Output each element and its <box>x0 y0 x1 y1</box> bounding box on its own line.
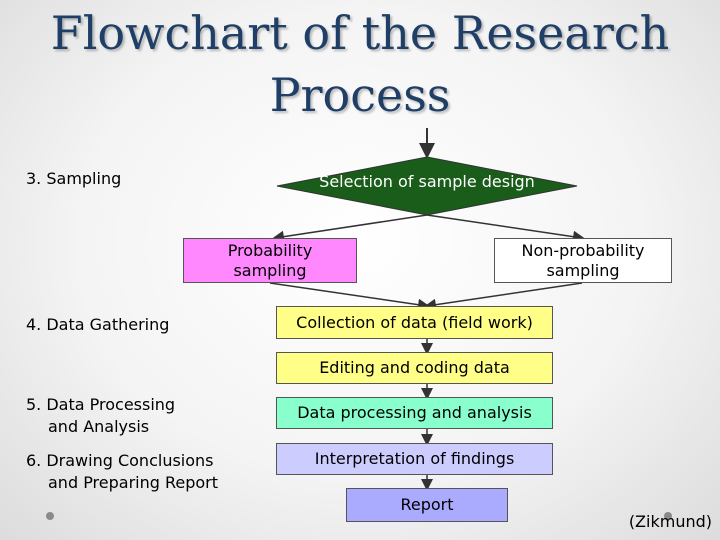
decorative-dot <box>46 512 54 520</box>
arrow-to-probability <box>275 215 427 238</box>
probability-sampling-box <box>183 238 357 283</box>
interpretation-box: Interpretation of findings <box>276 443 553 475</box>
step-sampling: 3. Sampling <box>26 169 122 188</box>
collection-box: Collection of data (field work) <box>276 306 553 339</box>
nonprob-line-1: Non-probability <box>521 240 645 260</box>
step-conclusions-line-1: 6. Drawing Conclusions <box>26 451 214 470</box>
sample-design-label: Selection of sample design <box>319 172 535 191</box>
step-data-processing-line-2: and Analysis <box>48 417 150 436</box>
processing-box: Data processing and analysis <box>276 397 553 429</box>
step-conclusions-line-2: and Preparing Report <box>48 473 219 492</box>
non-probability-sampling-box <box>494 238 672 283</box>
arrow-prob-to-collection <box>270 283 427 306</box>
nonprob-line-2: sampling <box>546 260 620 280</box>
arrow-to-nonprobability <box>427 215 582 238</box>
credit-label: (Zikmund) <box>628 512 712 531</box>
arrow-nonprob-to-collection <box>427 283 582 306</box>
report-box: Report <box>346 488 508 522</box>
page-title-line-1: Flowchart of the Research <box>50 6 670 60</box>
probability-line-1: Probability <box>227 240 313 260</box>
step-data-gathering: 4. Data Gathering <box>26 315 170 334</box>
step-data-processing <box>26 394 175 438</box>
step-drawing-conclusions <box>26 450 218 494</box>
page-title-line-2: Process <box>269 68 451 122</box>
probability-line-2: sampling <box>233 260 307 280</box>
editing-box: Editing and coding data <box>276 352 553 384</box>
step-data-processing-line-1: 5. Data Processing <box>26 395 176 414</box>
